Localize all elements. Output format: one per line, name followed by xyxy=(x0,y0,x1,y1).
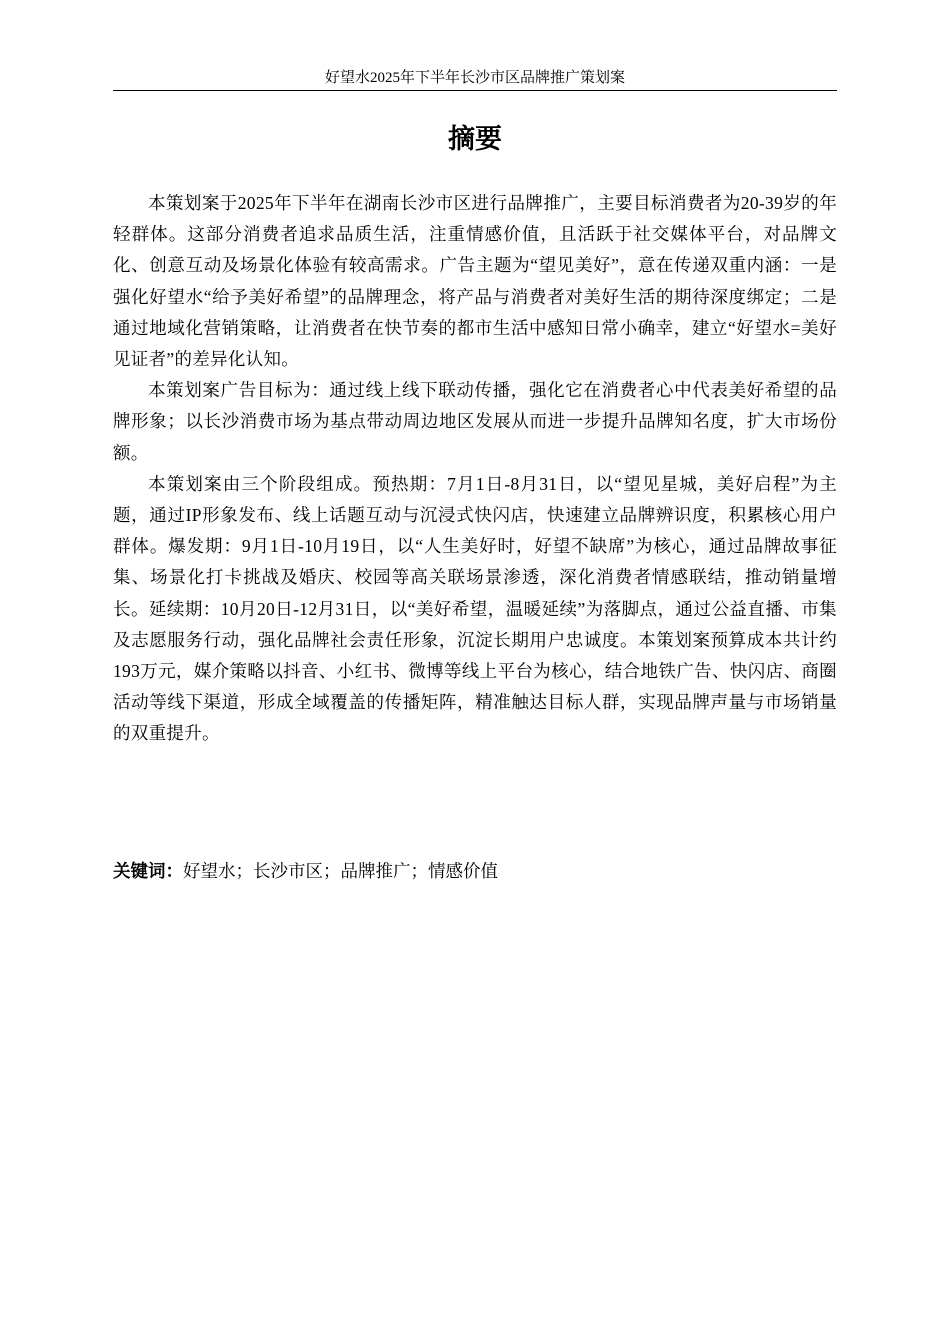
abstract-body xyxy=(113,188,837,750)
keywords-line xyxy=(113,856,837,888)
abstract-paragraph-3: 本策划案由三个阶段组成。预热期：7月1日-8月31日，以“望见星城，美好启程”为主题，通过IP形象发布、线上话题互动与沉浸式快闪店，快速建立品牌辨识度，积累核心用户群体。爆发期：9月1日-10月19日，以“人生美好时，好望不缺席”为核心，通过品牌故事征集、场景化打卡挑战及婚庆、校园等高关联场景渗透，深化消费者情感联结，推动销量增长。延续期：10月20日-12月31日，以“美好希望，温暖延续”为落脚点，通过公益直播、市集及志愿服务行动，强化品牌社会责任形象，沉淀长期用户忠诚度。本策划案预算成本共计约193万元，媒介策略以抖音、小红书、微博等线上平台为核心，结合地铁广告、快闪店、商圈活动等线下渠道，形成全域覆盖的传播矩阵，精准触达目标人群，实现品牌声量与市场销量的双重提升。 xyxy=(113,473,837,744)
running-header: 好望水2025年下半年长沙市区品牌推广策划案 xyxy=(113,68,837,91)
abstract-paragraph-1: 本策划案于2025年下半年在湖南长沙市区进行品牌推广，主要目标消费者为20-39岁的年轻群体。这部分消费者追求品质生活，注重情感价值，且活跃于社交媒体平台，对品牌文化、创意互动及场景化体验有较高需求。广告主题为“望见美好”，意在传递双重内涵：一是强化好望水“给予美好希望”的品牌理念，将产品与消费者对美好生活的期待深度绑定；二是通过地域化营销策略，让消费者在快节奏的都市生活中感知日常小确幸，建立“好望水=美好见证者”的差异化认知。 xyxy=(113,193,837,370)
abstract-paragraph-2: 本策划案广告目标为：通过线上线下联动传播，强化它在消费者心中代表美好希望的品牌形象；以长沙消费市场为基点带动周边地区发展从而进一步提升品牌知名度，扩大市场份额。 xyxy=(113,380,837,463)
abstract-title: 摘要 xyxy=(448,124,502,155)
keywords-list: 好望水；长沙市区；品牌推广；情感价值 xyxy=(183,861,498,881)
keywords-label: 关键词： xyxy=(113,862,183,882)
